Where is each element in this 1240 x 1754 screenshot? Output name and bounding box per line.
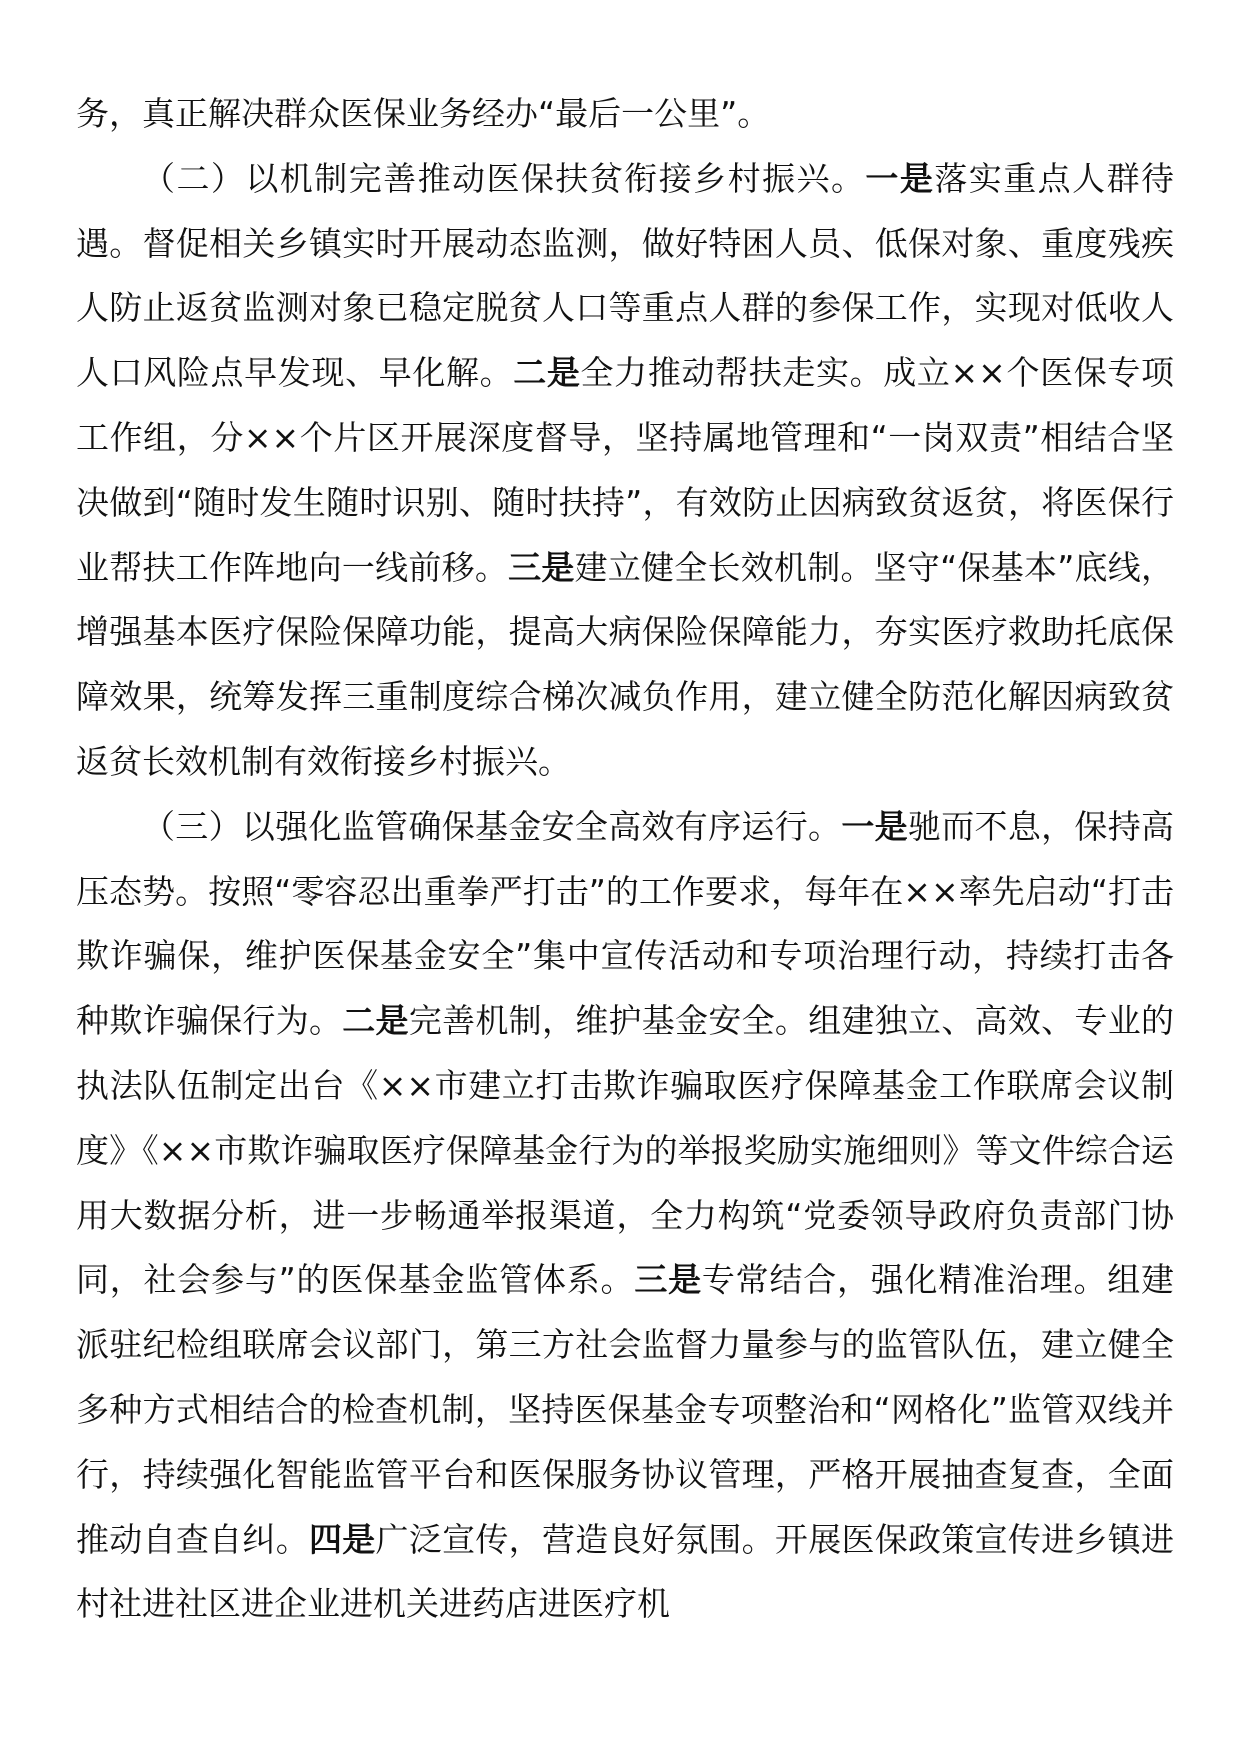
bold-marker: 二是 bbox=[342, 1001, 409, 1041]
section-heading: （三）以强化监管确保基金安全高效有序运行。 bbox=[142, 806, 842, 846]
paragraph-continuation bbox=[76, 82, 1174, 147]
bold-marker: 二是 bbox=[513, 353, 581, 393]
document-body bbox=[76, 82, 1174, 1637]
text-segment: 落实重点人群待遇。督促相关乡镇实时开展动态监测，做好特困人员、低保对象、重度残疾人防止返贫监测对象已稳定脱贫人口等重点人群的参保工作，实现对低收人人口风险点早发现、早化解。 bbox=[76, 158, 1175, 393]
text-segment: 建立健全长效机制。坚守“保基本”底线，增强基本医疗保险保障功能，提高大病保险保障能力，夯实医疗救助托底保障效果，统筹发挥三重制度综合梯次减负作用，建立健全防范化解因病致贫返贫长效机制有效衔接乡村振兴。 bbox=[76, 547, 1175, 781]
bold-marker: 一是 bbox=[841, 806, 908, 846]
text-segment: 务，真正解决群众医保业务经办“最后一公里”。 bbox=[76, 94, 771, 133]
text-segment: 广泛宣传，营造良好氛围。开展医保政策宣传进乡镇进村社进社区进企业进机关进药店进医疗机 bbox=[76, 1519, 1174, 1624]
section-heading: （二）以机制完善推动医保扶贫衔接乡村振兴。 bbox=[142, 158, 866, 198]
bold-marker: 四是 bbox=[308, 1519, 376, 1559]
text-segment: 全力推动帮扶走实。成立××个医保专项工作组，分××个片区开展深度督导，坚持属地管理和“一岗双责”相结合坚决做到“随时发生随时识别、随时扶持”，有效防止因病致贫返贫，将医保行业帮扶工作阵地向一线前移。 bbox=[76, 353, 1175, 587]
bold-marker: 三是 bbox=[508, 547, 575, 587]
paragraph-section-2 bbox=[76, 147, 1174, 795]
paragraph-section-3 bbox=[76, 795, 1174, 1637]
text-segment: 专常结合，强化精准治理。组建派驻纪检组联席会议部门，第三方社会监督力量参与的监管队伍，建立健全多种方式相结合的检查机制，坚持医保基金专项整治和“网格化”监管双线并行，持续强化智能监管平台和医保服务协议管理，严格开展抽查复查，全面推动自查自纠。 bbox=[76, 1260, 1175, 1559]
bold-marker: 三是 bbox=[634, 1260, 702, 1300]
text-segment: 完善机制，维护基金安全。组建独立、高效、专业的执法队伍制定出台《××市建立打击欺诈骗取医疗保障基金工作联席会议制度》《××市欺诈骗取医疗保障基金行为的举报奖励实施细则》等文件综合运用大数据分析，进一步畅通举报渠道，全力构筑“党委领导政府负责部门协同，社会参与”的医保基金监管体系。 bbox=[76, 1001, 1174, 1300]
bold-marker: 一是 bbox=[865, 158, 935, 198]
text-segment: 驰而不息，保持高压态势。按照“零容忍出重拳严打击”的工作要求，每年在××率先启动“打击欺诈骗保，维护医保基金安全”集中宣传活动和专项治理行动，持续打击各种欺诈骗保行为。 bbox=[76, 806, 1175, 1041]
